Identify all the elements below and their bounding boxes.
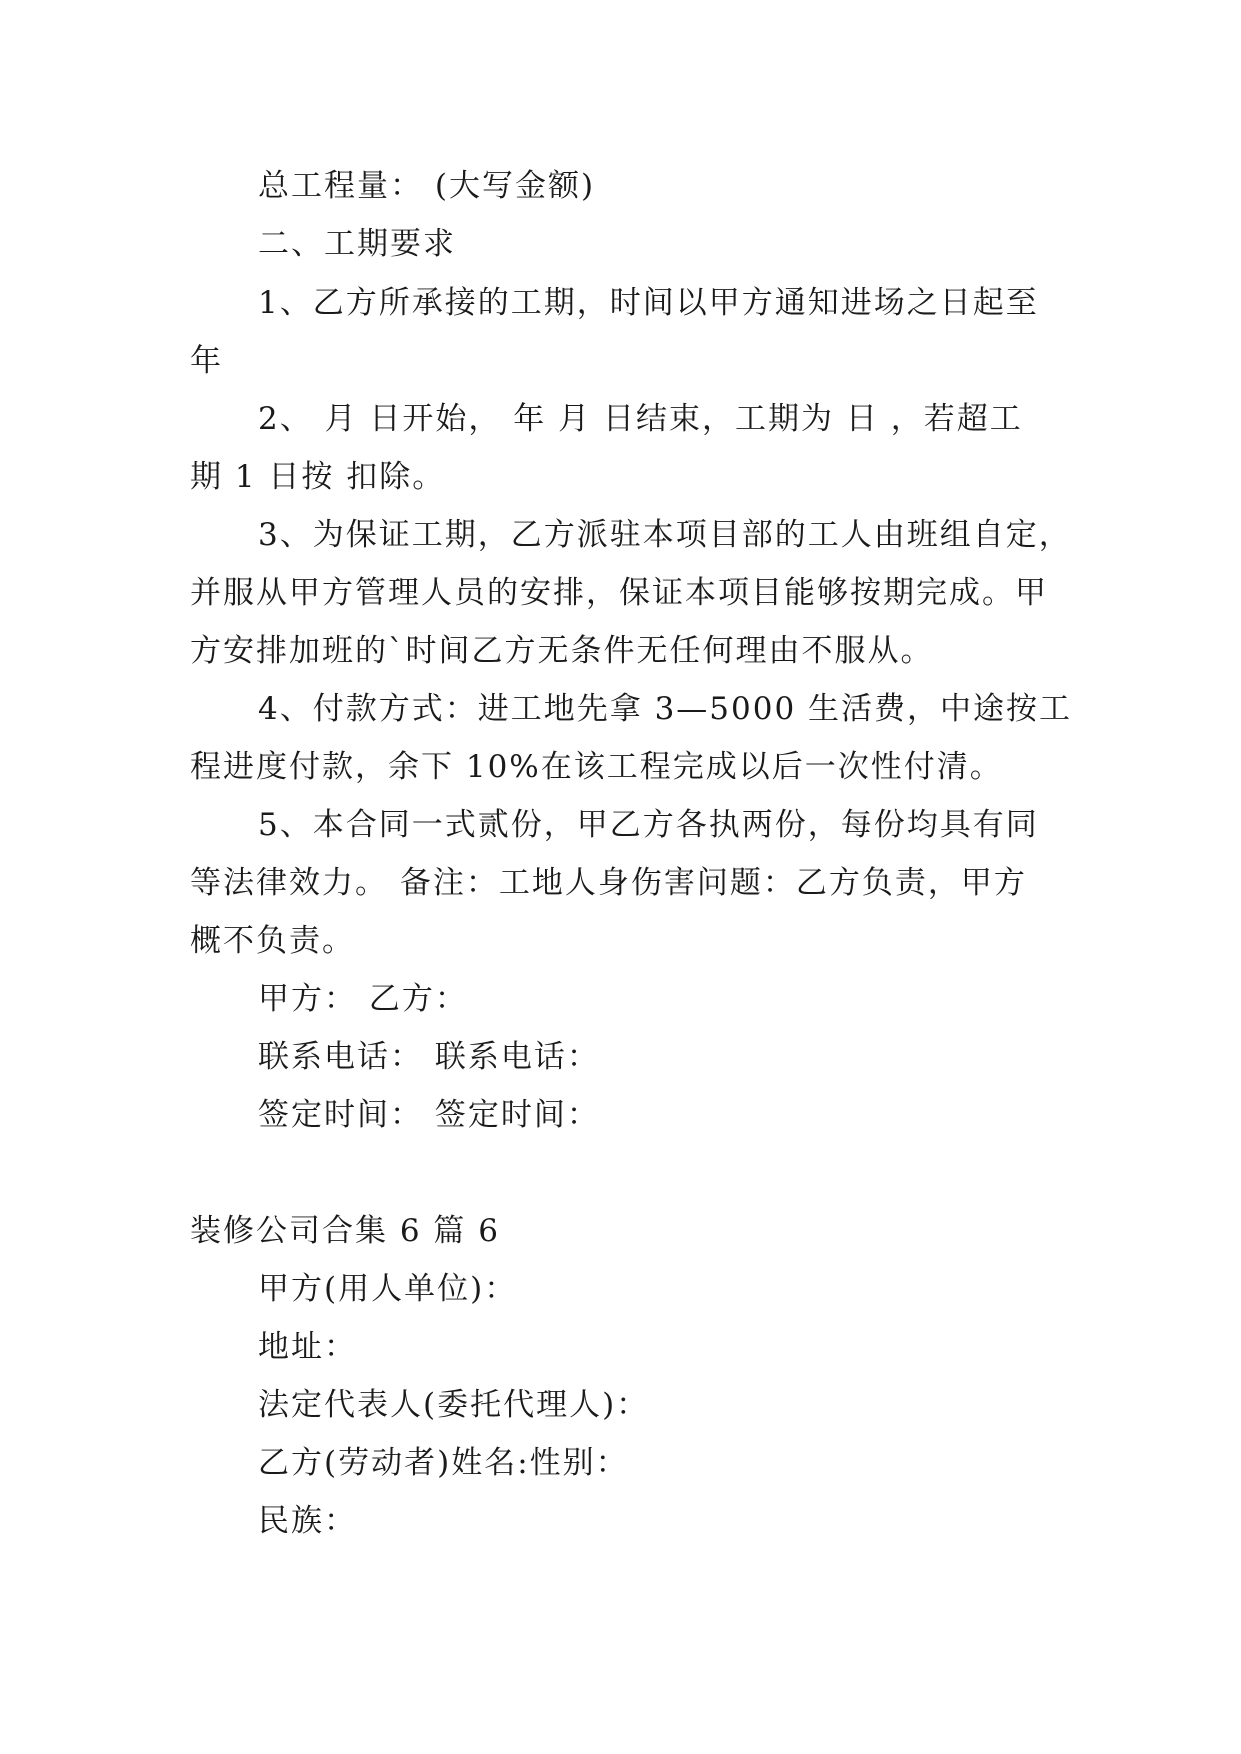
clause-3-line-3: 方安排加班的`时间乙方无条件无任何理由不服从。 xyxy=(190,633,934,669)
signing-date-line: 签定时间： 签定时间： xyxy=(258,1097,600,1133)
address-line: 地址： xyxy=(258,1329,357,1365)
clause-2-line-1: 2、 月 日开始， 年 月 日结束，工期为 日 ，若超工 xyxy=(258,401,1023,437)
clause-1-line-1: 1、乙方所承接的工期，时间以甲方通知进场之日起至 xyxy=(258,285,1039,321)
legal-representative-line: 法定代表人(委托代理人)： xyxy=(258,1387,650,1423)
section-title: 装修公司合集 6 篇 6 xyxy=(190,1213,501,1249)
clause-1-line-2: 年 xyxy=(190,343,223,379)
clause-2-line-2: 期 1 日按 扣除。 xyxy=(190,459,446,495)
clause-4-line-1: 4、付款方式：进工地先拿 3—5000 生活费，中途按工 xyxy=(258,691,1073,727)
clause-3-line-2: 并服从甲方管理人员的安排，保证本项目能够按期完成。甲 xyxy=(190,575,1048,611)
clause-4-line-2: 程进度付款，余下 10%在该工程完成以后一次性付清。 xyxy=(190,749,1003,785)
employer-line: 甲方(用人单位)： xyxy=(258,1271,518,1307)
worker-name-gender-line: 乙方(劳动者)姓名:性别： xyxy=(258,1445,629,1481)
clause-5-line-1: 5、本合同一式贰份，甲乙方各执两份，每份均具有同 xyxy=(258,807,1039,843)
contact-phone-line: 联系电话： 联系电话： xyxy=(258,1039,600,1075)
ethnicity-line: 民族： xyxy=(258,1503,357,1539)
clause-5-line-2: 等法律效力。 备注：工地人身伤害问题：乙方负责，甲方 xyxy=(190,865,1027,901)
clause-3-line-1: 3、为保证工期，乙方派驻本项目部的工人由班组自定， xyxy=(258,517,1072,553)
section-heading-schedule: 二、工期要求 xyxy=(258,226,456,262)
party-signature-line: 甲方： 乙方： xyxy=(258,981,468,1017)
clause-5-line-3: 概不负责。 xyxy=(190,923,355,959)
total-quantity-line: 总工程量： (大写金额) xyxy=(258,168,596,204)
